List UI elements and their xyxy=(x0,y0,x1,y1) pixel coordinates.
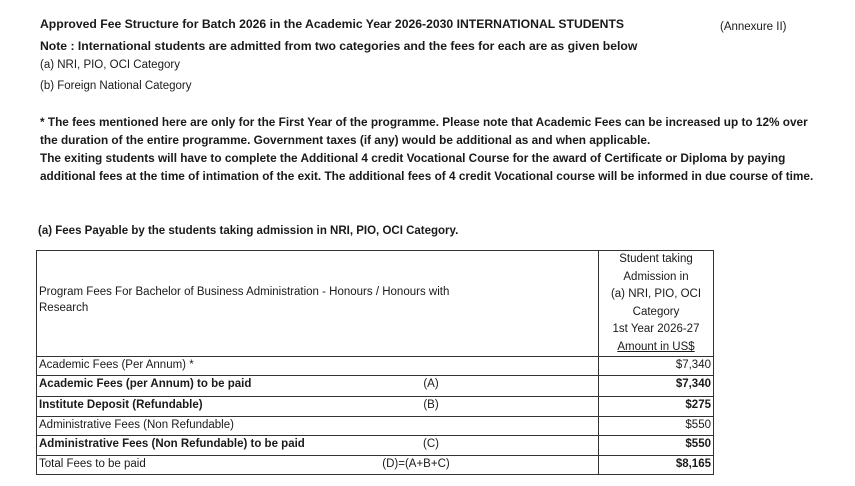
row-amount: $7,340 xyxy=(675,359,711,371)
program-title-line-1: Program Fees For Bachelor of Business Administration - Honours / Honours with xyxy=(39,286,450,298)
intro-note: Note : International students are admitted from two categories and the fees for each are as given below xyxy=(40,39,638,53)
column-header-line: 1st Year 2026-27 xyxy=(612,323,700,335)
column-header-line: Category xyxy=(632,305,680,318)
table-row-total xyxy=(36,455,714,475)
table-row xyxy=(36,435,714,453)
row-amount: $8,165 xyxy=(675,458,711,470)
row-code: (D)=(A+B+C) xyxy=(382,458,450,470)
footnote-line-2: the duration of the entire programme. Government taxes (if any) would be additional as and when applicable. xyxy=(40,133,651,147)
category-a-label: (a) NRI, PIO, OCI Category xyxy=(40,59,180,71)
row-label: Total Fees to be paid xyxy=(39,458,146,470)
footnote-line-3: The exiting students will have to complete the Additional 4 credit Vocational Course for the award of Certificate or Diploma by paying xyxy=(40,151,786,165)
row-code: (C) xyxy=(423,438,439,450)
annexure-label: (Annexure II) xyxy=(720,21,787,33)
row-code: (A) xyxy=(423,378,439,390)
row-label: Administrative Fees (Non Refundable) to be paid xyxy=(39,438,305,450)
row-label: Administrative Fees (Non Refundable) xyxy=(39,419,234,431)
amount-column-header xyxy=(598,251,714,356)
row-code: (B) xyxy=(423,399,439,411)
program-title-line-2: Research xyxy=(39,302,89,314)
table-row xyxy=(36,396,714,414)
table-row xyxy=(36,375,714,393)
column-header-line: Admission in xyxy=(623,270,689,283)
row-amount: $7,340 xyxy=(675,378,711,390)
column-header-line: Student taking xyxy=(619,253,693,265)
document-title: Approved Fee Structure for Batch 2026 in the Academic Year 2026-2030 INTERNATIONAL STUDENTS xyxy=(40,17,625,31)
table-row xyxy=(36,356,714,374)
row-amount: $275 xyxy=(685,399,711,411)
column-header-currency: Amount in US$ xyxy=(617,340,695,353)
footnote-line-1: * The fees mentioned here are only for the First Year of the programme. Please note that Academic Fees can be increased up to 12% over xyxy=(40,115,808,129)
table-row xyxy=(36,416,714,434)
category-b-label: (b) Foreign National Category xyxy=(40,80,192,92)
row-amount: $550 xyxy=(685,438,711,450)
section-a-heading: (a) Fees Payable by the students taking admission in NRI, PIO, OCI Category. xyxy=(38,225,459,237)
row-label: Institute Deposit (Refundable) xyxy=(39,399,203,411)
footnote-line-4: additional fees at the time of intimation of the exit. The additional fees of 4 credit Vocational course will be informed in due course of time. xyxy=(40,169,814,183)
row-amount: $550 xyxy=(685,419,711,431)
row-label: Academic Fees (per Annum) to be paid xyxy=(39,378,252,390)
row-label: Academic Fees (Per Annum) * xyxy=(39,359,194,371)
column-header-line: (a) NRI, PIO, OCI xyxy=(610,288,702,300)
